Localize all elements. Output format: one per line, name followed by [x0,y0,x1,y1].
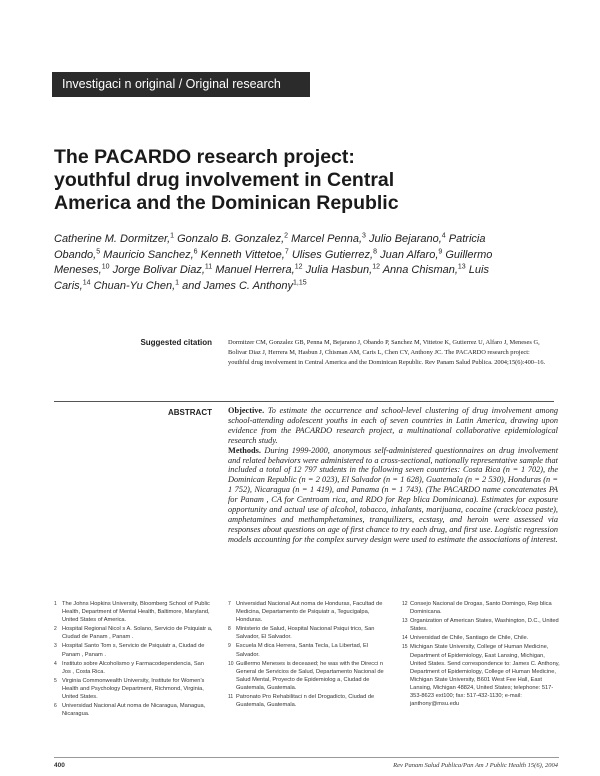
author [369,233,446,245]
footnote [402,643,560,708]
author-name: Kenneth Vittetoe, [200,248,285,261]
author-name: Jorge Bolivar Diaz, [112,264,205,277]
author-affiliation-number: 9 [438,247,443,255]
author-affiliation-number: 12 [294,263,303,271]
author [113,264,213,276]
footnote-number: 11 [228,694,234,701]
footnote-text: Universidad Nacional Aut noma de Honduras, Facultad de Medicina, Departamento de Psiquiatr a, Tegucigalpa, Honduras. [236,601,383,624]
footnote-number: 5 [54,677,57,684]
footnote-number: 15 [402,644,408,651]
footnote [228,693,388,709]
footnote [402,634,560,642]
author [306,264,380,276]
author-affiliation-number: 12 [372,263,381,271]
footnote [54,642,214,658]
author-name: Mauricio Sanchez, [103,248,194,261]
author-name: Julia Hasbun, [305,264,373,277]
abstract-body [228,406,558,545]
footnote-text: Instituto sobre Alcoholismo y Farmacodependencia, San Jos , Costa Rica. [62,660,204,675]
author [380,249,442,261]
footnote-text: Guillermo Meneses is deceased; he was with the Direcci n General de Servicios de Salud, Departamento Nacional de Salud Mental, Proyecto de Epidemiolog a, Ciudad de Guatemala, Guatemala. [236,660,384,691]
journal-reference: Rev Panam Salud Publica/Pan Am J Public Health 15(6), 2004 [393,762,558,769]
author-affiliation-number: 5 [96,247,101,255]
footnote-number: 3 [54,643,57,650]
author-affiliation-number: 14 [82,279,91,287]
footnote-text: The Johns Hopkins University, Bloomberg School of Public Health, Department of Mental Health, Baltimore, Maryland, United States of America. [62,601,210,624]
author [94,280,179,292]
footnote-number: 6 [54,703,57,710]
author-name: Gonzalo B. Gonzalez, [177,233,285,245]
footnote [228,600,388,624]
author-name: Anna Chisman, [382,264,458,277]
author-affiliation-number: 8 [373,247,378,255]
footnote [402,600,560,616]
author-name: Manuel Herrera, [215,264,295,277]
footnote [402,617,560,633]
abstract-objective-text: To estimate the occurrence and school-level clustering of drug involvement among school-attending adolescent youths in each of seven countries in Latin America, drawing upon evidence from the PACARDO research project, a multinational collaborative epidemiological research study. [228,406,558,445]
footnote-text: Escuela M dica Herrera, Santa Tecla, La Libertad, El Salvador. [236,643,369,658]
author-name: Ulises Gutierrez, [291,248,374,261]
author-affiliation-number: 1 [170,232,175,240]
author [215,264,302,276]
author [201,249,289,261]
footnote [228,642,388,658]
author-affiliation-number: 11 [204,263,213,271]
footnote-text: Hospital Regional Nicol s A. Solano, Servicio de Psiquiatr a, Ciudad de Panam , Panam . [62,626,213,641]
footer-divider [54,757,559,758]
footnote-number: 12 [402,601,408,607]
footnote-number: 1 [54,601,57,607]
author [291,233,366,245]
section-banner: Investigaci n original / Original research [52,72,310,97]
author-name: Chuan-Yu Chen, [93,279,176,292]
author-name: Catherine M. Dormitzer, [54,233,171,245]
footnotes-column-1 [54,600,214,719]
author-affiliation-number: 6 [193,247,198,255]
footnote-text: Universidad Nacional Aut noma de Nicaragua, Managua, Nicaragua. [62,703,206,718]
author-affiliation-number: 7 [284,247,289,255]
footnote-number: 7 [228,601,231,607]
footnote-number: 8 [228,626,231,633]
author-name: Patricia Obando, [54,233,486,261]
author-affiliation-number: 10 [101,263,110,271]
author [54,233,174,245]
author-list [54,232,494,294]
article-title: The PACARDO research project: youthful drug involvement in Central America and the Dominican Republic [54,146,399,214]
footnote [228,625,388,641]
author-affiliation-number: 2 [284,232,289,240]
footnote-text: Organization of American States, Washington, D.C., United States. [410,618,559,633]
author-name: Luis Caris, [54,264,489,292]
author [292,249,377,261]
footnote-text: Hospital Santo Tom s, Servicio de Psiquiatr a, Ciudad de Panam , Panam . [62,643,205,658]
footnote-text: Consejo Nacional de Drogas, Santo Domingo, Rep blica Dominicana. [410,601,552,616]
author-affiliation-number: 1 [175,279,180,287]
footnotes-column-2 [228,600,388,710]
footnote-text: Michigan State University, College of Human Medicine, Department of Epidemiology, East Lansing, Michigan, United States. Send correspondence to: James C. Anthony, Department of Epidemiology, College of Human Medicine, Michigan State University, B601 West Fee Hall, East Lansing, Michigan 48824, United States; telephone: 517-353-8623 ext100; fax: 517-432-1130; e-mail: janthony@msu.edu [410,644,560,708]
citation-text: Dormitzer CM, Gonzalez GB, Penna M, Bejarano J, Obando P, Sanchez M, Vittetoe K, Gutierrez U, Alfaro J, Meneses G, Bolivar Diaz J, Herrera M, Hasbun J, Chisman AM, Caris L, Chen CY, Anthony JC. The PACARDO research project: youthful drug involvement in Central America and the Dominican Republic. Rev Panam Salud Publica. 2004;15(6):400–16. [228,339,546,366]
footnote-number: 10 [228,660,234,667]
footnotes-column-3 [402,600,560,709]
abstract-label: ABSTRACT [168,408,212,417]
footnote-text: Patronato Pro Rehabilitaci n del Drogadicto, Ciudad de Guatemala, Guatemala. [236,694,375,709]
author-name: Guillermo Meneses, [54,248,493,277]
footnote-text: Universidad de Chile, Santiago de Chile, Chile. [410,635,529,642]
footnote [54,625,214,641]
author-name: Juan Alfaro, [380,248,439,261]
author [182,280,307,292]
abstract-methods-lead: Methods. [228,445,261,455]
author-affiliation-number: 4 [441,232,446,240]
author [383,264,466,276]
section-divider [54,401,554,402]
page-number: 400 [54,762,65,769]
footnote [54,600,214,624]
citation-label: Suggested citation [140,338,212,347]
footnote [54,677,214,701]
footnote-number: 9 [228,643,231,650]
author-affiliation-number: 13 [457,263,466,271]
author-name: Julio Bejarano, [369,233,442,245]
footnote-text: Virginia Commonwealth University, Institute for Women's Health and Psychology Department, Richmond, Virginia, United States. [62,677,205,701]
abstract-methods-text: During 1999-2000, anonymous self-administered questionnaires on drug involvement and related behaviors were administered to a cross-sectional, nationally representative sample that included a total of 12 797 students in the following seven countries: Costa Rica (n = 1 702), the Dominican Republic (n = 2 023), El Salvador (n = 1 628), Guatemala (n = 2 530), Honduras (n = 1 752), Nicaragua (n = 1 419), and Panama (n = 1 743). (The PACARDO name concatenates PA for Panam , CA for Centroam rica, and RDO for Rep blica Dominicana). Estimates for exposure opportunity and actual use of alcohol, tobacco, inhalants, marijuana, cocaine (crack/coca paste), amphetamines and methamphetamines, tranquilizers, ecstasy, and heroin were assessed via responses about questions on age of first chance to try each drug, and first use. Logistic regression models accounting for the complex survey design were used to estimate the associations of interest. [228,445,558,544]
footnote-number: 2 [54,626,57,633]
author-affiliation-number: 3 [362,232,366,240]
author [177,233,288,245]
author-affiliation-number: 1,15 [293,279,307,287]
footnote [54,702,214,718]
abstract-objective-lead: Objective. [228,406,265,415]
footnote [228,660,388,692]
author-name: Marcel Penna, [291,233,363,245]
author-name: and James C. Anthony [182,279,293,292]
footnote-number: 14 [402,635,408,642]
footnote-number: 4 [54,660,57,667]
footnote [54,660,214,676]
footnote-number: 13 [402,618,408,625]
author [103,249,197,261]
footnote-text: Ministerio de Salud, Hospital Nacional Psiqui trico, San Salvador, El Salvador. [236,626,375,641]
